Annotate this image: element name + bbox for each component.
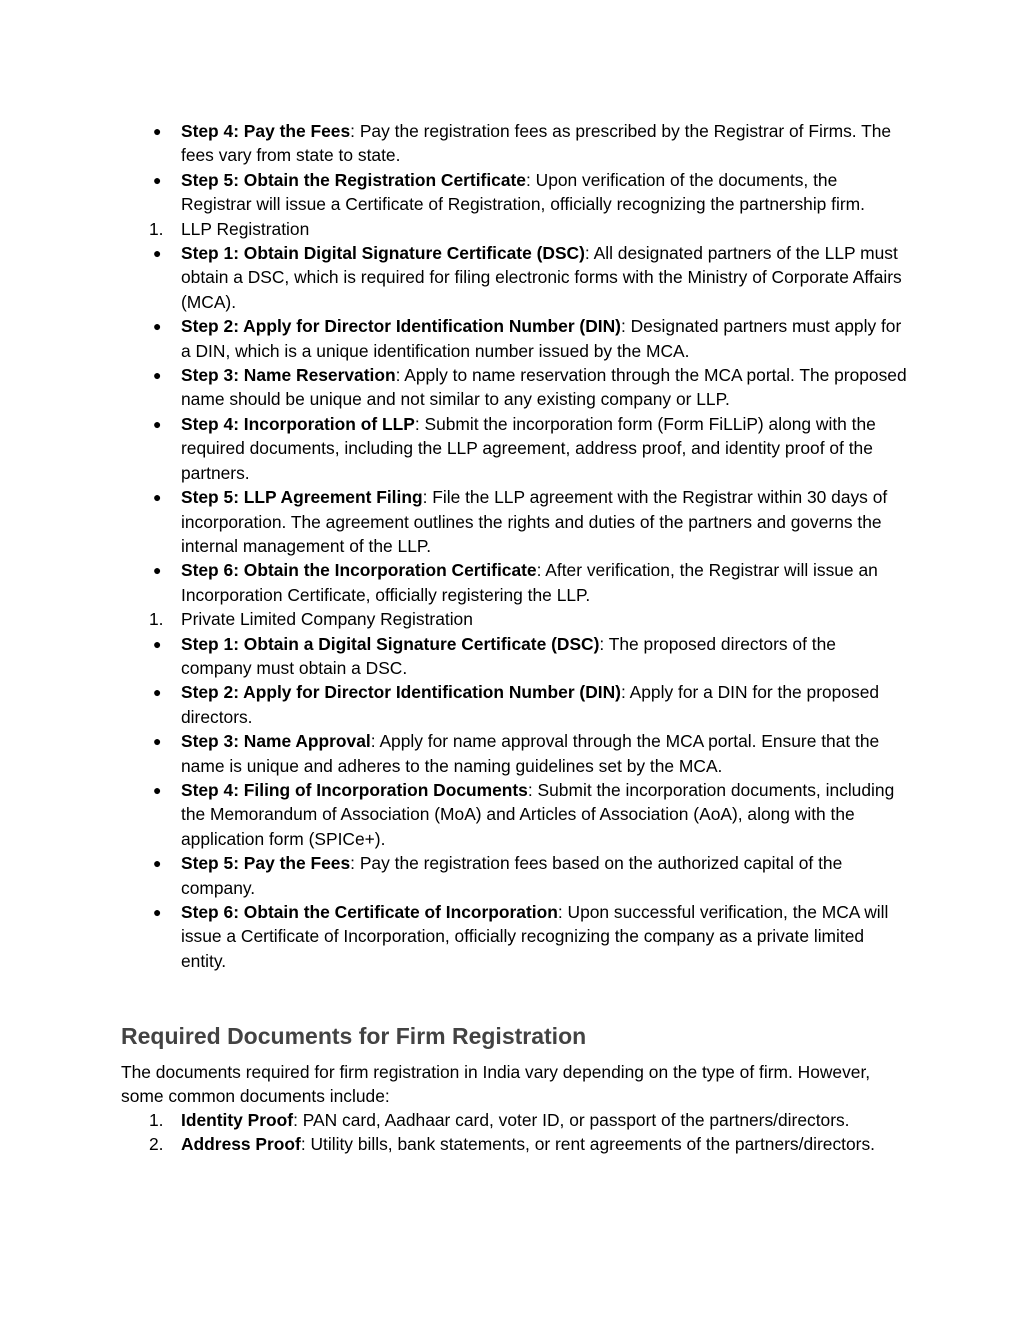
list-item [121,314,911,363]
item-text: : Designated partners must apply for a DIN, which is a unique identification number issued by the MCA. [181,316,902,361]
item-title: Step 1: Obtain Digital Signature Certificate (DSC) [181,243,585,264]
item-text: Private Limited Company Registration [181,609,473,630]
bullet-marker: ● [153,562,162,579]
bullet-marker: ● [153,171,162,188]
item-title: Step 4: Filing of Incorporation Documents [181,779,528,800]
item-text: : All designated partners of the LLP must obtain a DSC, which is required for filing electronic forms with the Ministry of Corporate Affairs (MCA). [181,243,902,312]
item-title: Address Proof [181,1134,301,1155]
item-title: Step 3: Name Approval [181,731,371,752]
item-title: Step 1: Obtain a Digital Signature Certificate (DSC) [181,633,600,654]
list-item [121,241,911,314]
item-text: : Submit the incorporation form (Form FiLLiP) along with the required documents, including the LLP agreement, address proof, and identity proof of the partners. [181,413,876,483]
item-title: Step 6: Obtain the Incorporation Certificate [181,560,537,581]
document-list-item [121,1108,911,1132]
item-text: : Upon verification of the documents, the Registrar will issue a Certificate of Registration, officially recognizing the partnership firm. [181,169,865,215]
section-heading: Required Documents for Firm Registration [121,1023,587,1049]
bullet-marker: ● [153,123,162,139]
registration-steps-list [121,119,911,973]
item-text: LLP Registration [181,218,310,239]
item-title: Step 2: Apply for Director Identification Number (DIN) [181,682,621,703]
list-item [121,168,911,217]
item-text: : The proposed directors of the company must obtain a DSC. [181,633,836,678]
bullet-marker: ● [153,781,162,798]
bullet-marker: ● [153,367,162,384]
item-text: : Pay the registration fees as prescribed by the Registrar of Firms. The fees vary from state to state. [181,121,892,166]
list-item [121,485,911,558]
item-title: Step 2: Apply for Director Identification Number (DIN) [181,316,621,337]
list-item [121,900,911,973]
item-title: Step 3: Name Reservation [181,365,396,386]
document-list-item [121,1132,911,1156]
item-text: : Apply to name reservation through the MCA portal. The proposed name should be unique and not similar to any existing company or LLP. [181,365,907,410]
item-text: : Utility bills, bank statements, or rent agreements of the partners/directors. [300,1134,875,1155]
item-text: : Apply for a DIN for the proposed directors. [181,682,880,727]
item-text: : After verification, the Registrar will issue an Incorporation Certificate, officially registering the LLP. [181,560,878,605]
list-item [121,363,911,412]
list-item [121,607,911,631]
item-text: : Apply for name approval through the MCA portal. Ensure that the name is unique and adheres to the naming guidelines set by the MCA. [181,731,880,776]
section-intro: The documents required for firm registration in India vary depending on the type of firm. However, some common documents include: [121,1062,871,1107]
number-marker: 2. [149,1134,164,1155]
bullet-marker: ● [153,904,162,920]
item-text: : Pay the registration fees based on the authorized capital of the company. [181,853,843,898]
item-title: Step 4: Incorporation of LLP [181,413,415,434]
item-title: Step 6: Obtain the Certificate of Incorporation [181,902,558,922]
item-text: : File the LLP agreement with the Registrar within 30 days of incorporation. The agreement outlines the rights and duties of the partners and governs the internal management of the LLP. [181,487,888,556]
number-marker: 1. [149,609,164,630]
bullet-marker: ● [153,318,162,335]
item-text: : Submit the incorporation documents, including the Memorandum of Association (MoA) and Articles of Association (AoA), along with the application form (SPICe+). [181,779,895,849]
list-item [121,778,911,851]
list-item [121,680,911,729]
item-title: Step 5: Pay the Fees [181,853,351,874]
list-item [121,217,911,241]
list-item [121,632,911,681]
list-item [121,729,911,778]
list-item [121,851,911,900]
item-title: Identity Proof [181,1110,294,1130]
required-documents-list [121,1108,911,1157]
bullet-marker: ● [153,245,162,262]
bullet-marker: ● [153,489,162,506]
list-item [121,558,911,607]
bullet-marker: ● [153,415,162,432]
bullet-marker: ● [153,733,162,750]
number-marker: 1. [149,218,164,239]
bullet-marker: ● [153,855,162,872]
list-item [121,119,911,168]
item-title: Step 5: LLP Agreement Filing [181,487,423,508]
item-text: : PAN card, Aadhaar card, voter ID, or passport of the partners/directors. [293,1110,850,1130]
number-marker: 1. [149,1110,164,1130]
item-text: : Upon successful verification, the MCA will issue a Certificate of Incorporation, officially recognizing the company as a private limited entity. [181,902,889,971]
item-title: Step 4: Pay the Fees [181,121,351,141]
bullet-marker: ● [153,684,162,701]
item-title: Step 5: Obtain the Registration Certificate [181,169,526,190]
list-item [121,412,911,485]
bullet-marker: ● [153,635,162,652]
